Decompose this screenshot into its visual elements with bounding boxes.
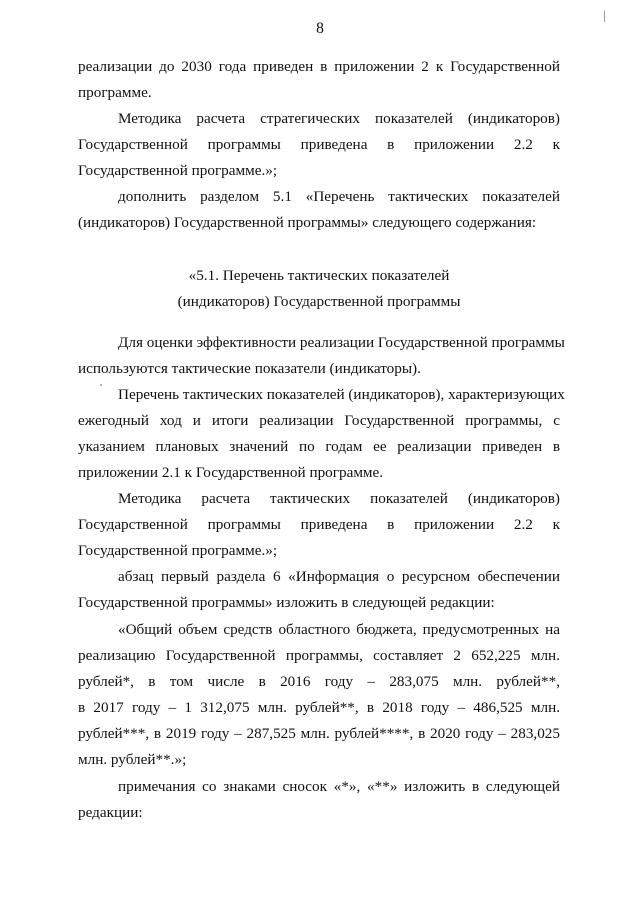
text-line: Государственной программы» изложить в следующей редакции: xyxy=(78,594,495,611)
text-line: рублей***, в 2019 году – 287,525 млн. рублей****, в 2020 году – 283,025 xyxy=(78,725,560,742)
text-line: Государственной программе.»; xyxy=(78,542,278,559)
text-line: Перечень тактических показателей (индикаторов), характеризующих xyxy=(118,386,565,403)
text-line: Методика расчета стратегических показателей (индикаторов) xyxy=(118,110,560,127)
text-line: млн. рублей**.»; xyxy=(78,751,187,768)
section-heading-line: «5.1. Перечень тактических показателей xyxy=(188,267,450,284)
text-line: используются тактические показатели (индикаторы). xyxy=(78,360,421,377)
text-line: «Общий объем средств областного бюджета, предусмотренных на xyxy=(118,621,560,638)
page-number: 8 xyxy=(316,20,324,37)
text-line: Государственной программы приведена в приложении 2.2 к xyxy=(78,516,560,533)
text-line: ежегодный ход и итоги реализации Государственной программы, с xyxy=(78,412,560,429)
text-line: Методика расчета тактических показателей (индикаторов) xyxy=(118,490,560,507)
text-line: приложении 2.1 к Государственной программе. xyxy=(78,464,384,481)
text-line: рублей*, в том числе в 2016 году – 283,075 млн. рублей**, xyxy=(78,673,560,690)
text-line: программе. xyxy=(78,84,152,101)
text-line: (индикаторов) Государственной программы» следующего содержания: xyxy=(78,214,537,231)
text-line: указанием плановых значений по годам ее реализации приведен в xyxy=(78,438,560,455)
section-heading-line: (индикаторов) Государственной программы xyxy=(177,293,461,310)
text-line: Государственной программе.»; xyxy=(78,162,278,179)
text-line: примечания со знаками сносок «*», «**» изложить в следующей xyxy=(118,778,560,795)
text-line: реализацию Государственной программы, составляет 2 652,225 млн. xyxy=(78,647,560,664)
text-line: редакции: xyxy=(78,804,143,821)
text-line: дополнить разделом 5.1 «Перечень тактических показателей xyxy=(118,188,560,205)
text-line: абзац первый раздела 6 «Информация о ресурсном обеспечении xyxy=(118,568,560,585)
text-line: Государственной программы приведена в приложении 2.2 к xyxy=(78,136,560,153)
text-line: в 2017 году – 1 312,075 млн. рублей**, в 2018 году – 486,525 млн. xyxy=(78,699,560,716)
scan-dot xyxy=(100,384,102,386)
text-line: реализации до 2030 года приведен в приложении 2 к Государственной xyxy=(78,58,560,75)
text-line: Для оценки эффективности реализации Государственной программы xyxy=(118,334,565,351)
